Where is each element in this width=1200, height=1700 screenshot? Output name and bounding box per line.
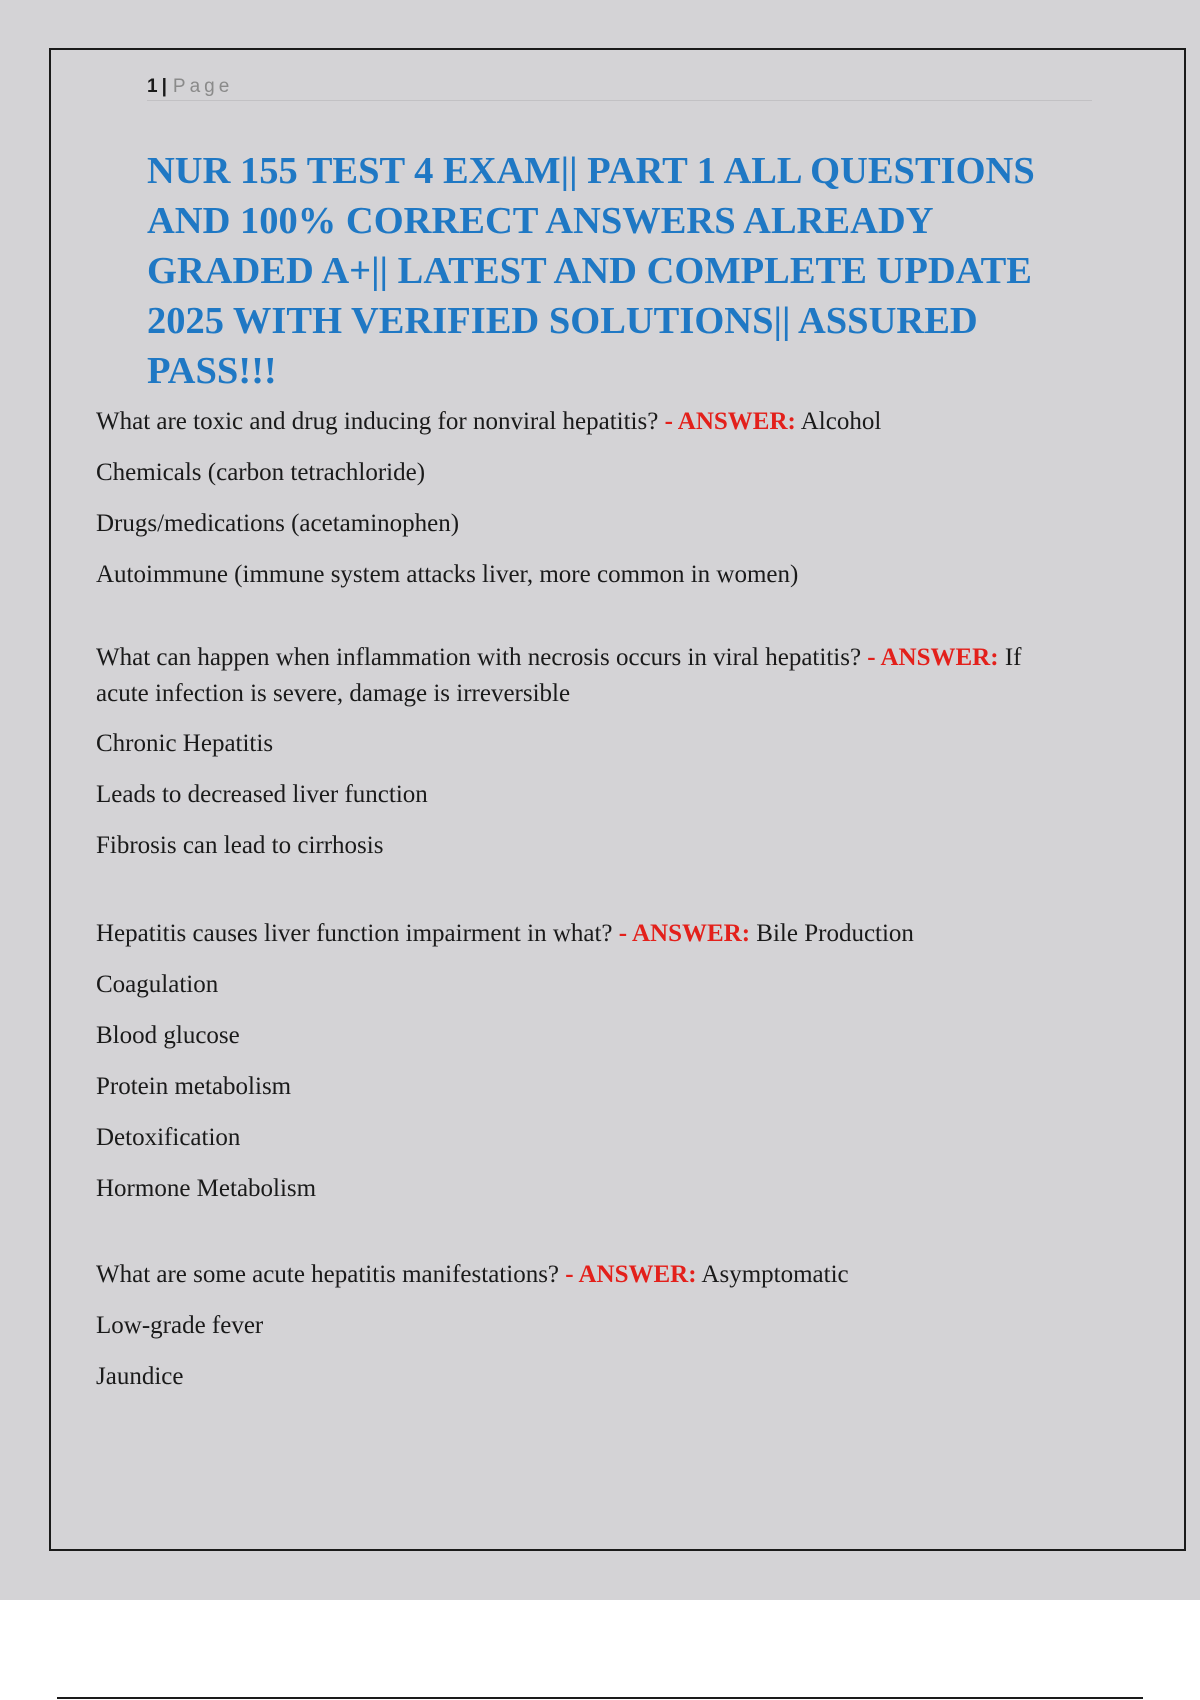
answer-label: - ANSWER: (618, 920, 751, 947)
page-label: Page (172, 76, 234, 97)
answer-item: Detoxification (96, 1124, 241, 1151)
question-text: What are some acute hepatitis manifestations? (96, 1261, 560, 1288)
qa-block (96, 916, 1076, 1207)
answer-label: - ANSWER: (867, 644, 999, 671)
document-body (96, 404, 1076, 1395)
answer-item: Drugs/medications (acetaminophen) (96, 510, 460, 537)
answer-item: Chemicals (carbon tetrachloride) (96, 459, 426, 486)
question-text: What are toxic and drug inducing for nonviral hepatitis? (96, 408, 659, 435)
page-header (147, 74, 1092, 101)
answer-text: Bile Production (756, 920, 914, 947)
answer-item: Leads to decreased liver function (96, 781, 428, 808)
answer-item: Low-grade fever (96, 1312, 264, 1339)
answer-item: Autoimmune (immune system attacks liver, more common in women) (96, 561, 799, 588)
question-line (96, 640, 1076, 712)
qa-block (96, 1257, 1076, 1395)
page-separator: | (161, 76, 167, 97)
answer-label: - ANSWER: (565, 1261, 697, 1288)
answer-text: If acute infection is severe, damage is irreversible (96, 644, 1022, 707)
qa-block (96, 404, 1076, 593)
answer-item: Jaundice (96, 1363, 184, 1390)
qa-block (96, 640, 1076, 864)
answer-item: Chronic Hepatitis (96, 730, 274, 757)
answer-text: Asymptomatic (701, 1261, 849, 1288)
answer-label: - ANSWER: (664, 408, 796, 435)
answer-text: Alcohol (800, 408, 882, 435)
question-text: What can happen when inflammation with necrosis occurs in viral hepatitis? (96, 644, 862, 671)
question-line (96, 1257, 1076, 1293)
answer-item: Fibrosis can lead to cirrhosis (96, 832, 384, 859)
answer-item: Protein metabolism (96, 1073, 292, 1100)
question-text: Hepatitis causes liver function impairment in what? (96, 920, 613, 947)
document-title: NUR 155 TEST 4 EXAM|| PART 1 ALL QUESTIONS AND 100% CORRECT ANSWERS ALREADY GRADED A+|| LATEST AND COMPLETE UPDATE 2025 WITH VERIFIED SOLUTIONS|| ASSURED PASS!!! (147, 150, 1035, 392)
next-page-rule (57, 1697, 1143, 1699)
answer-item: Hormone Metabolism (96, 1175, 317, 1202)
page-number: 1 (147, 76, 158, 97)
answer-item: Coagulation (96, 971, 219, 998)
question-line (96, 404, 1076, 440)
question-line (96, 916, 1076, 952)
answer-item: Blood glucose (96, 1022, 240, 1049)
